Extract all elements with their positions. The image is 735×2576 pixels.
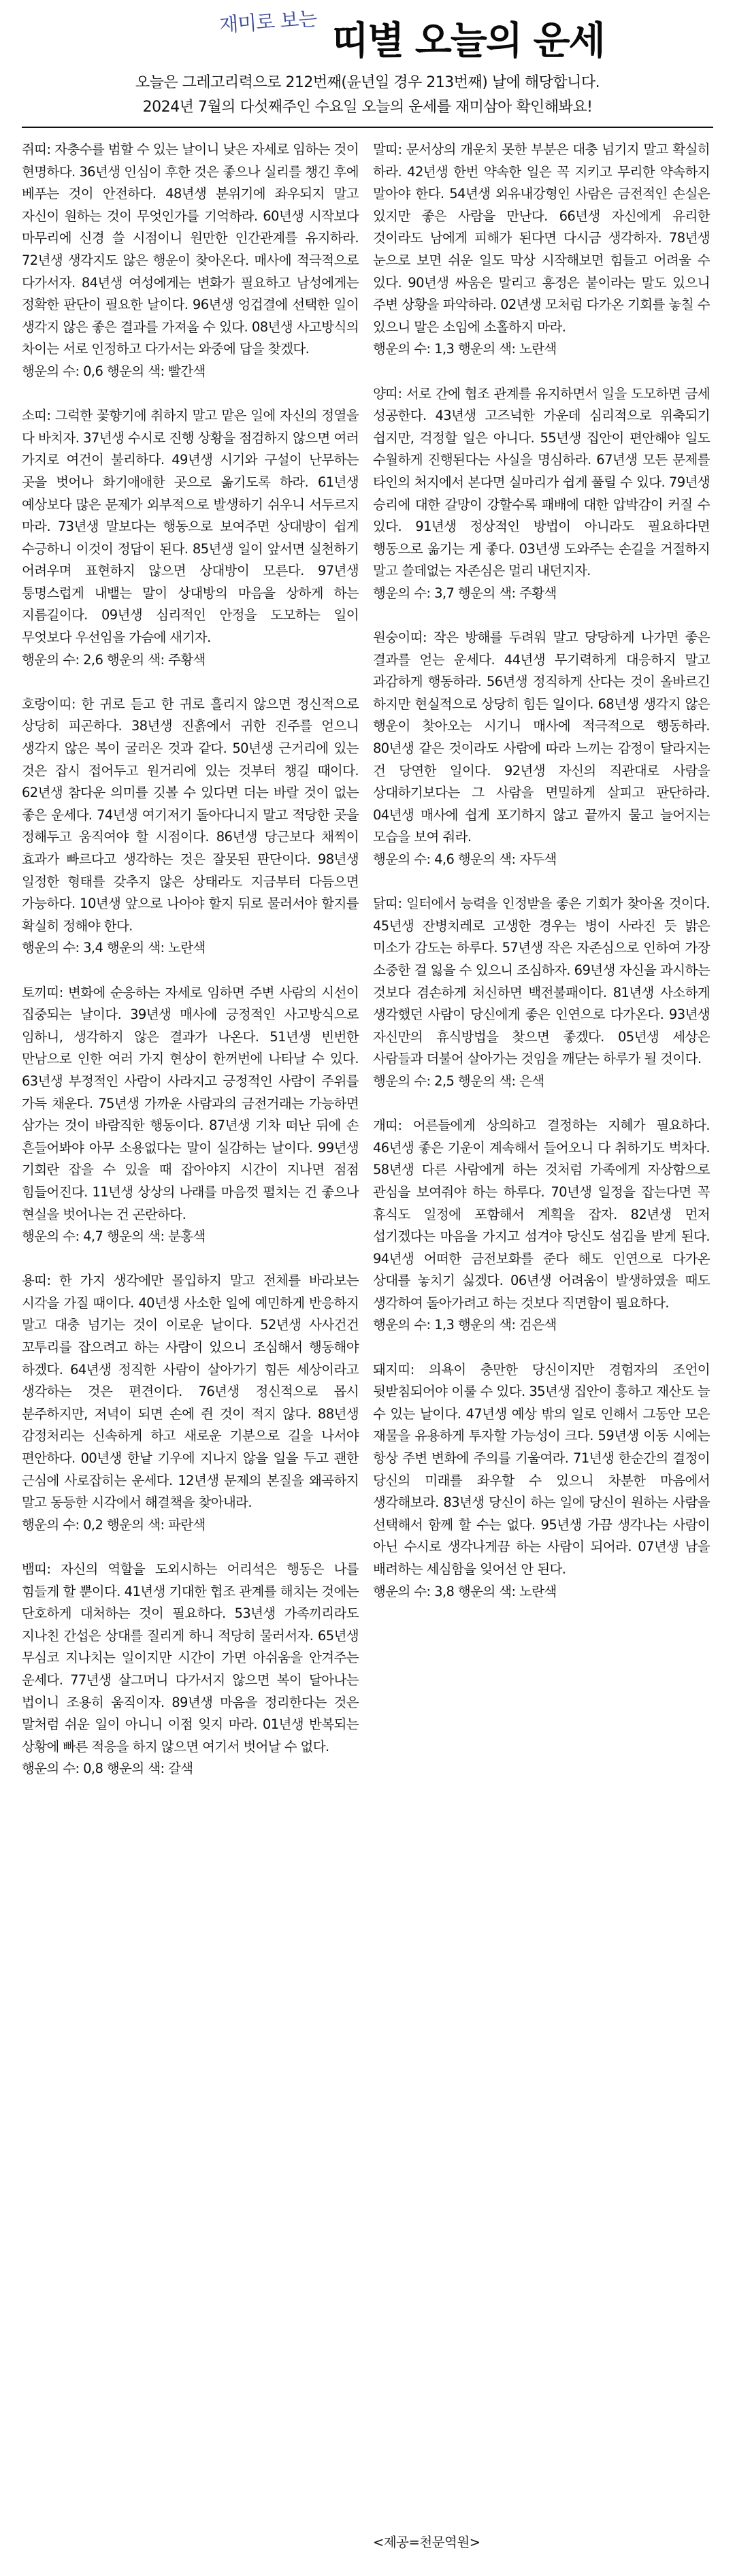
fortune-text: 쥐띠: 자충수를 범할 수 있는 날이니 낮은 자세로 임하는 것이 현명하다. 36년생 인심이 후한 것은 좋으나 실리를 챙긴 후에 베푸는 것이 안전하다. 48년생 분위기에 좌우되지 말고 자신이 원하는 것이 무엇인가를 기억하라. 60년생 시작보다 마무리에 신경 쓸 시점이니 원만한 인간관계를 유지하라. 72년생 생각지도 않은 행운이 찾아온다. 매사에 적극적으로 다가서자. 84년생 여성에게는 변화가 필요하고 남성에게는 정확한 판단이 필요한 날이다. 96년생 엉겁결에 선택한 일이 생각지 않은 좋은 결과를 가져올 수 있다. 08년생 사고방식의 차이는 서로 인정하고 다가서는 와중에 답을 찾겠다.	[22, 142, 359, 357]
left-column	[22, 139, 359, 1803]
zodiac-entry-pig	[373, 1359, 710, 1603]
intro-line-2: 2024년 7월의 다섯째주인 수요일 오늘의 운세를 재미삼아 확인해봐요!	[142, 99, 593, 116]
lucky-info: 행운의 수: 0,2 행운의 색: 파란색	[22, 1516, 206, 1533]
lucky-info: 행운의 수: 4,6 행운의 색: 자두색	[373, 851, 557, 867]
fortune-text: 용띠: 한 가지 생각에만 몰입하지 말고 전체를 바라보는 시각을 가질 때이다. 40년생 사소한 일에 예민하게 반응하지 말고 대충 넘기는 것이 이로운 날이다. 52년생 사사건건 꼬투리를 잡으려고 하는 사람이 있으니 조심해서 행동해야 하겠다. 64년생 정직한 사람이 살아가기 힘든 세상이라고 생각하는 것은 편견이다. 76년생 정신적으로 몹시 분주하지만, 저녁이 되면 손에 쥔 것이 적지 않다. 88년생 감정처리는 신속하게 하고 새로운 기분으로 길을 나서야 편안하다. 00년생 한낱 기우에 지나지 않을 일을 두고 괜한 근심에 사로잡히는 운세다. 12년생 문제의 본질을 왜곡하지 말고 동등한 시각에서 해결책을 찾아내라.	[22, 1273, 359, 1511]
zodiac-entry-sheep	[373, 383, 710, 605]
zodiac-entry-monkey	[373, 627, 710, 871]
lucky-info: 행운의 수: 1,3 행운의 색: 노란색	[373, 341, 557, 357]
title-subtitle: 재미로 보는	[218, 7, 318, 37]
intro-line-1: 오늘은 그레고리력으로 212번째(윤년일 경우 213번째) 날에 해당합니다.	[135, 74, 600, 91]
lucky-info: 행운의 수: 0,8 행운의 색: 갈색	[22, 1761, 193, 1777]
fortune-text: 소띠: 그럭한 꽃향기에 취하지 말고 맡은 일에 자신의 정열을 다 바치자. 37년생 수시로 진행 상황을 점검하지 않으면 여러 가지로 여건이 불리하다. 49년생 시기와 구설이 난무하는 곳을 벗어나 화기애애한 곳으로 옮기도록 하라. 61년생 예상보다 많은 문제가 외부적으로 발생하기 쉬우니 서두르지 마라. 73년생 말보다는 행동으로 보여주면 상대방이 쉽게 수긍하니 이것이 정답이 된다. 85년생 일이 앞서면 실천하기 어려우며 표현하지 않으면 상대방이 모른다. 97년생 퉁명스럽게 내뱉는 말이 상대방의 마음을 상하게 하는 지름길이다. 09년생 심리적인 안정을 도모하는 일이 무엇보다 우선임을 가슴에 새기자.	[22, 408, 359, 646]
intro-text	[0, 71, 735, 120]
fortune-text: 닭띠: 일터에서 능력을 인정받을 좋은 기회가 찾아올 것이다. 45년생 잔병치레로 고생한 경우는 병이 사라진 듯 밝은 미소가 감도는 하루다. 57년생 작은 자존심으로 인하여 가장 소중한 걸 잃을 수 있으니 조심하자. 69년생 자신을 과시하는 것보다 겸손하게 처신하면 백전불패이다. 81년생 사소하게 생각했던 사람이 당신에게 좋은 인연으로 다가온다. 93년생 자신만의 휴식방법을 찾으면 좋겠다. 05년생 세상은 사람들과 더불어 살아가는 것임을 깨닫는 하루가 될 것이다.	[373, 896, 710, 1067]
fortune-text: 뱀띠: 자신의 역할을 도외시하는 어리석은 행동은 나를 힘들게 할 뿐이다. 41년생 기대한 협조 관계를 해치는 것에는 단호하게 대처하는 것이 필요하다. 53년생 가족끼리라도 지나친 간섭은 상대를 질리게 하니 적당히 물러서자. 65년생 무심코 지나치는 일이지만 시간이 가면 아쉬움을 안겨주는 운세다. 77년생 살그머니 다가서지 않으면 복이 달아나는 법이니 조용히 움직이자. 89년생 마음을 정리한다는 것은 말처럼 쉬운 일이 아니니 이점 잊지 마라. 01년생 반복되는 상황에 빠른 적응을 하지 않으면 여기서 벗어날 수 없다.	[22, 1561, 359, 1755]
fortune-text: 토끼띠: 변화에 순응하는 자세로 임하면 주변 사람의 시선이 집중되는 날이다. 39년생 매사에 긍정적인 사고방식으로 임하니, 생각하지 않은 결과가 나온다. 51년생 빈번한 만남으로 인한 여러 가지 현상이 한꺼번에 나타날 수 있다. 63년생 부정적인 사람이 사라지고 긍정적인 사람이 주위를 가득 채운다. 75년생 가까운 사람과의 금전거래는 가능하면 삼가는 것이 바람직한 행동이다. 87년생 기차 떠난 뒤에 손 흔들어봐야 아무 소용없다는 말이 실감하는 날이다. 99년생 기회란 잡을 수 있을 때 잡아야지 시간이 지나면 점점 힘들어진다. 11년생 상상의 나래를 마음껏 펼치는 건 좋으나 현실을 벗어나는 건 곤란하다.	[22, 984, 359, 1222]
lucky-info: 행운의 수: 0,6 행운의 색: 빨간색	[22, 363, 206, 379]
fortune-text: 호랑이띠: 한 귀로 듣고 한 귀로 흘리지 않으면 정신적으로 상당히 피곤하다. 38년생 진흙에서 귀한 진주를 얻으니 생각지 않은 복이 굴러온 것과 같다. 50년생 근거리에 있는 것은 잡시 접어두고 원거리에 있는 것부터 챙길 때이다. 62년생 참다운 의미를 깃볼 수 있다면 더는 바랄 것이 없는 좋은 운세다. 74년생 여기저기 돌아다니지 말고 적당한 곳을 정해두고 움직여야 할 시점이다. 86년생 당근보다 채찍이 효과가 빠르다고 생각하는 것은 잘못된 판단이다. 98년생 일정한 형태를 갖추지 않은 상태라도 지금부터 다듬으면 가능하다. 10년생 앞으로 나아야 할지 뒤로 물러서야 할지를 확실히 정해야 한다.	[22, 696, 359, 934]
zodiac-entry-ox	[22, 405, 359, 671]
header-divider	[22, 127, 713, 128]
fortune-text: 양띠: 서로 간에 협조 관계를 유지하면서 일을 도모하면 금세 성공한다. 43년생 고즈넉한 가운데 심리적으로 위축되기 쉽지만, 걱정할 일은 아니다. 55년생 집안이 편안해야 일도 수월하게 진행된다는 사실을 명심하라. 67년생 모든 문제를 타인의 처지에서 본다면 실마리가 쉽게 풀릴 수 있다. 79년생 승리에 대한 갈망이 강할수록 패배에 대한 압박감이 커질 수 있다. 91년생 정상적인 방법이 아니라도 필요하다면 행동으로 옮기는 게 좋다. 03년생 도와주는 손길을 거절하지 말고 쓸데없는 자존심은 멀리 내던지자.	[373, 385, 710, 579]
zodiac-entry-dragon	[22, 1270, 359, 1536]
zodiac-entry-snake	[22, 1559, 359, 1780]
page-title: 띠별 오늘의 운세	[332, 19, 604, 63]
right-column	[373, 139, 710, 1625]
fortune-text: 말띠: 문서상의 개운치 못한 부분은 대충 넘기지 말고 확실히 하라. 42년생 한번 약속한 일은 꼭 지키고 무리한 약속하지 말아야 한다. 54년생 외유내강형인 사람은 금전적인 손실은 있지만 좋은 사람을 만난다. 66년생 자신에게 유리한 것이라도 남에게 피해가 된다면 다시금 생각하자. 78년생 눈으로 보면 쉬운 일도 막상 시작해보면 힘들고 어려울 수 있다. 90년생 싸움은 말리고 흥정은 붙이라는 말도 있으니 주변 상황을 파악하라. 02년생 모처럼 다가온 기회를 놓칠 수 있으니 말은 소임에 소홀하지 마라.	[373, 142, 710, 335]
lucky-info: 행운의 수: 2,6 행운의 색: 주황색	[22, 651, 206, 668]
lucky-info: 행운의 수: 1,3 행운의 색: 검은색	[373, 1317, 557, 1333]
lucky-info: 행운의 수: 4,7 행운의 색: 분홍색	[22, 1228, 206, 1245]
zodiac-entry-rat	[22, 139, 359, 383]
lucky-info: 행운의 수: 3,4 행운의 색: 노란색	[22, 940, 206, 956]
fortune-text: 돼지띠: 의욕이 충만한 당신이지만 경험자의 조언이 뒷받침되어야 이룰 수 있다. 35년생 집안이 흥하고 재산도 늘 수 있는 날이다. 47년생 예상 밖의 일로 인해서 그동안 모은 재물을 유용하게 투자할 가능성이 크다. 59년생 이동 시에는 항상 주변 변화에 주의를 기울여라. 71년생 한순간의 결정이 당신의 미래를 좌우할 수 있으니 차분한 마음에서 생각해보라. 83년생 당신이 하는 일에 당신이 원하는 사람을 선택해서 함께 할 수는 없다. 95년생 가끔 생각나는 사람이 아닌 수시로 생각나게끔 하는 사람이 되어라. 07년생 남을 배려하는 세심함을 잊어선 안 된다.	[373, 1361, 710, 1577]
lucky-info: 행운의 수: 3,8 행운의 색: 노란색	[373, 1583, 557, 1599]
zodiac-entry-rooster	[373, 893, 710, 1092]
zodiac-entry-rabbit	[22, 982, 359, 1248]
source-credit: <제공=천문역원>	[373, 2534, 480, 2550]
fortune-text: 원숭이띠: 작은 방해를 두려워 말고 당당하게 나가면 좋은 결과를 얻는 운세다. 44년생 무기력하게 대응하지 말고 과감하게 행동하라. 56년생 정직하게 산다는 것이 올바르긴 하지만 현실적으로 상당히 힘든 일이다. 68년생 생각지 않은 행운이 찾아오는 시기니 매사에 적극적으로 행동하라. 80년생 같은 것이라도 사람에 따라 느끼는 감정이 달라지는 건 당연한 일이다. 92년생 자신의 직관대로 사람을 상대하기보다는 그 사람을 면밀하게 살피고 판단하라. 04년생 매사에 쉽게 포기하지 않고 끝까지 물고 늘어지는 모습을 보여 줘라.	[373, 630, 710, 845]
zodiac-entry-horse	[373, 139, 710, 361]
lucky-info: 행운의 수: 3,7 행운의 색: 주황색	[373, 585, 557, 601]
lucky-info: 행운의 수: 2,5 행운의 색: 은색	[373, 1073, 544, 1089]
zodiac-entry-tiger	[22, 694, 359, 960]
fortune-text: 개띠: 어른들에게 상의하고 결정하는 지혜가 필요하다. 46년생 좋은 기운이 계속해서 들어오니 다 취하기도 벅차다. 58년생 다른 사람에게 하는 것처럼 가족에게 자상함으로 관심을 보여줘야 하는 하루다. 70년생 일정을 잡는다면 꼭 휴식도 일정에 포함해서 계획을 잡자. 82년생 먼저 섭기겠다는 마음을 가지고 섬겨야 당신도 섬김을 받게 된다. 94년생 어떠한 금전보화를 준다 해도 인연으로 다가온 상대를 놓치기 싫겠다. 06년생 어려움이 발생하였을 때도 생각하여 돌아가려고 하는 것보다 직면함이 필요하다.	[373, 1118, 710, 1311]
zodiac-entry-dog	[373, 1115, 710, 1337]
